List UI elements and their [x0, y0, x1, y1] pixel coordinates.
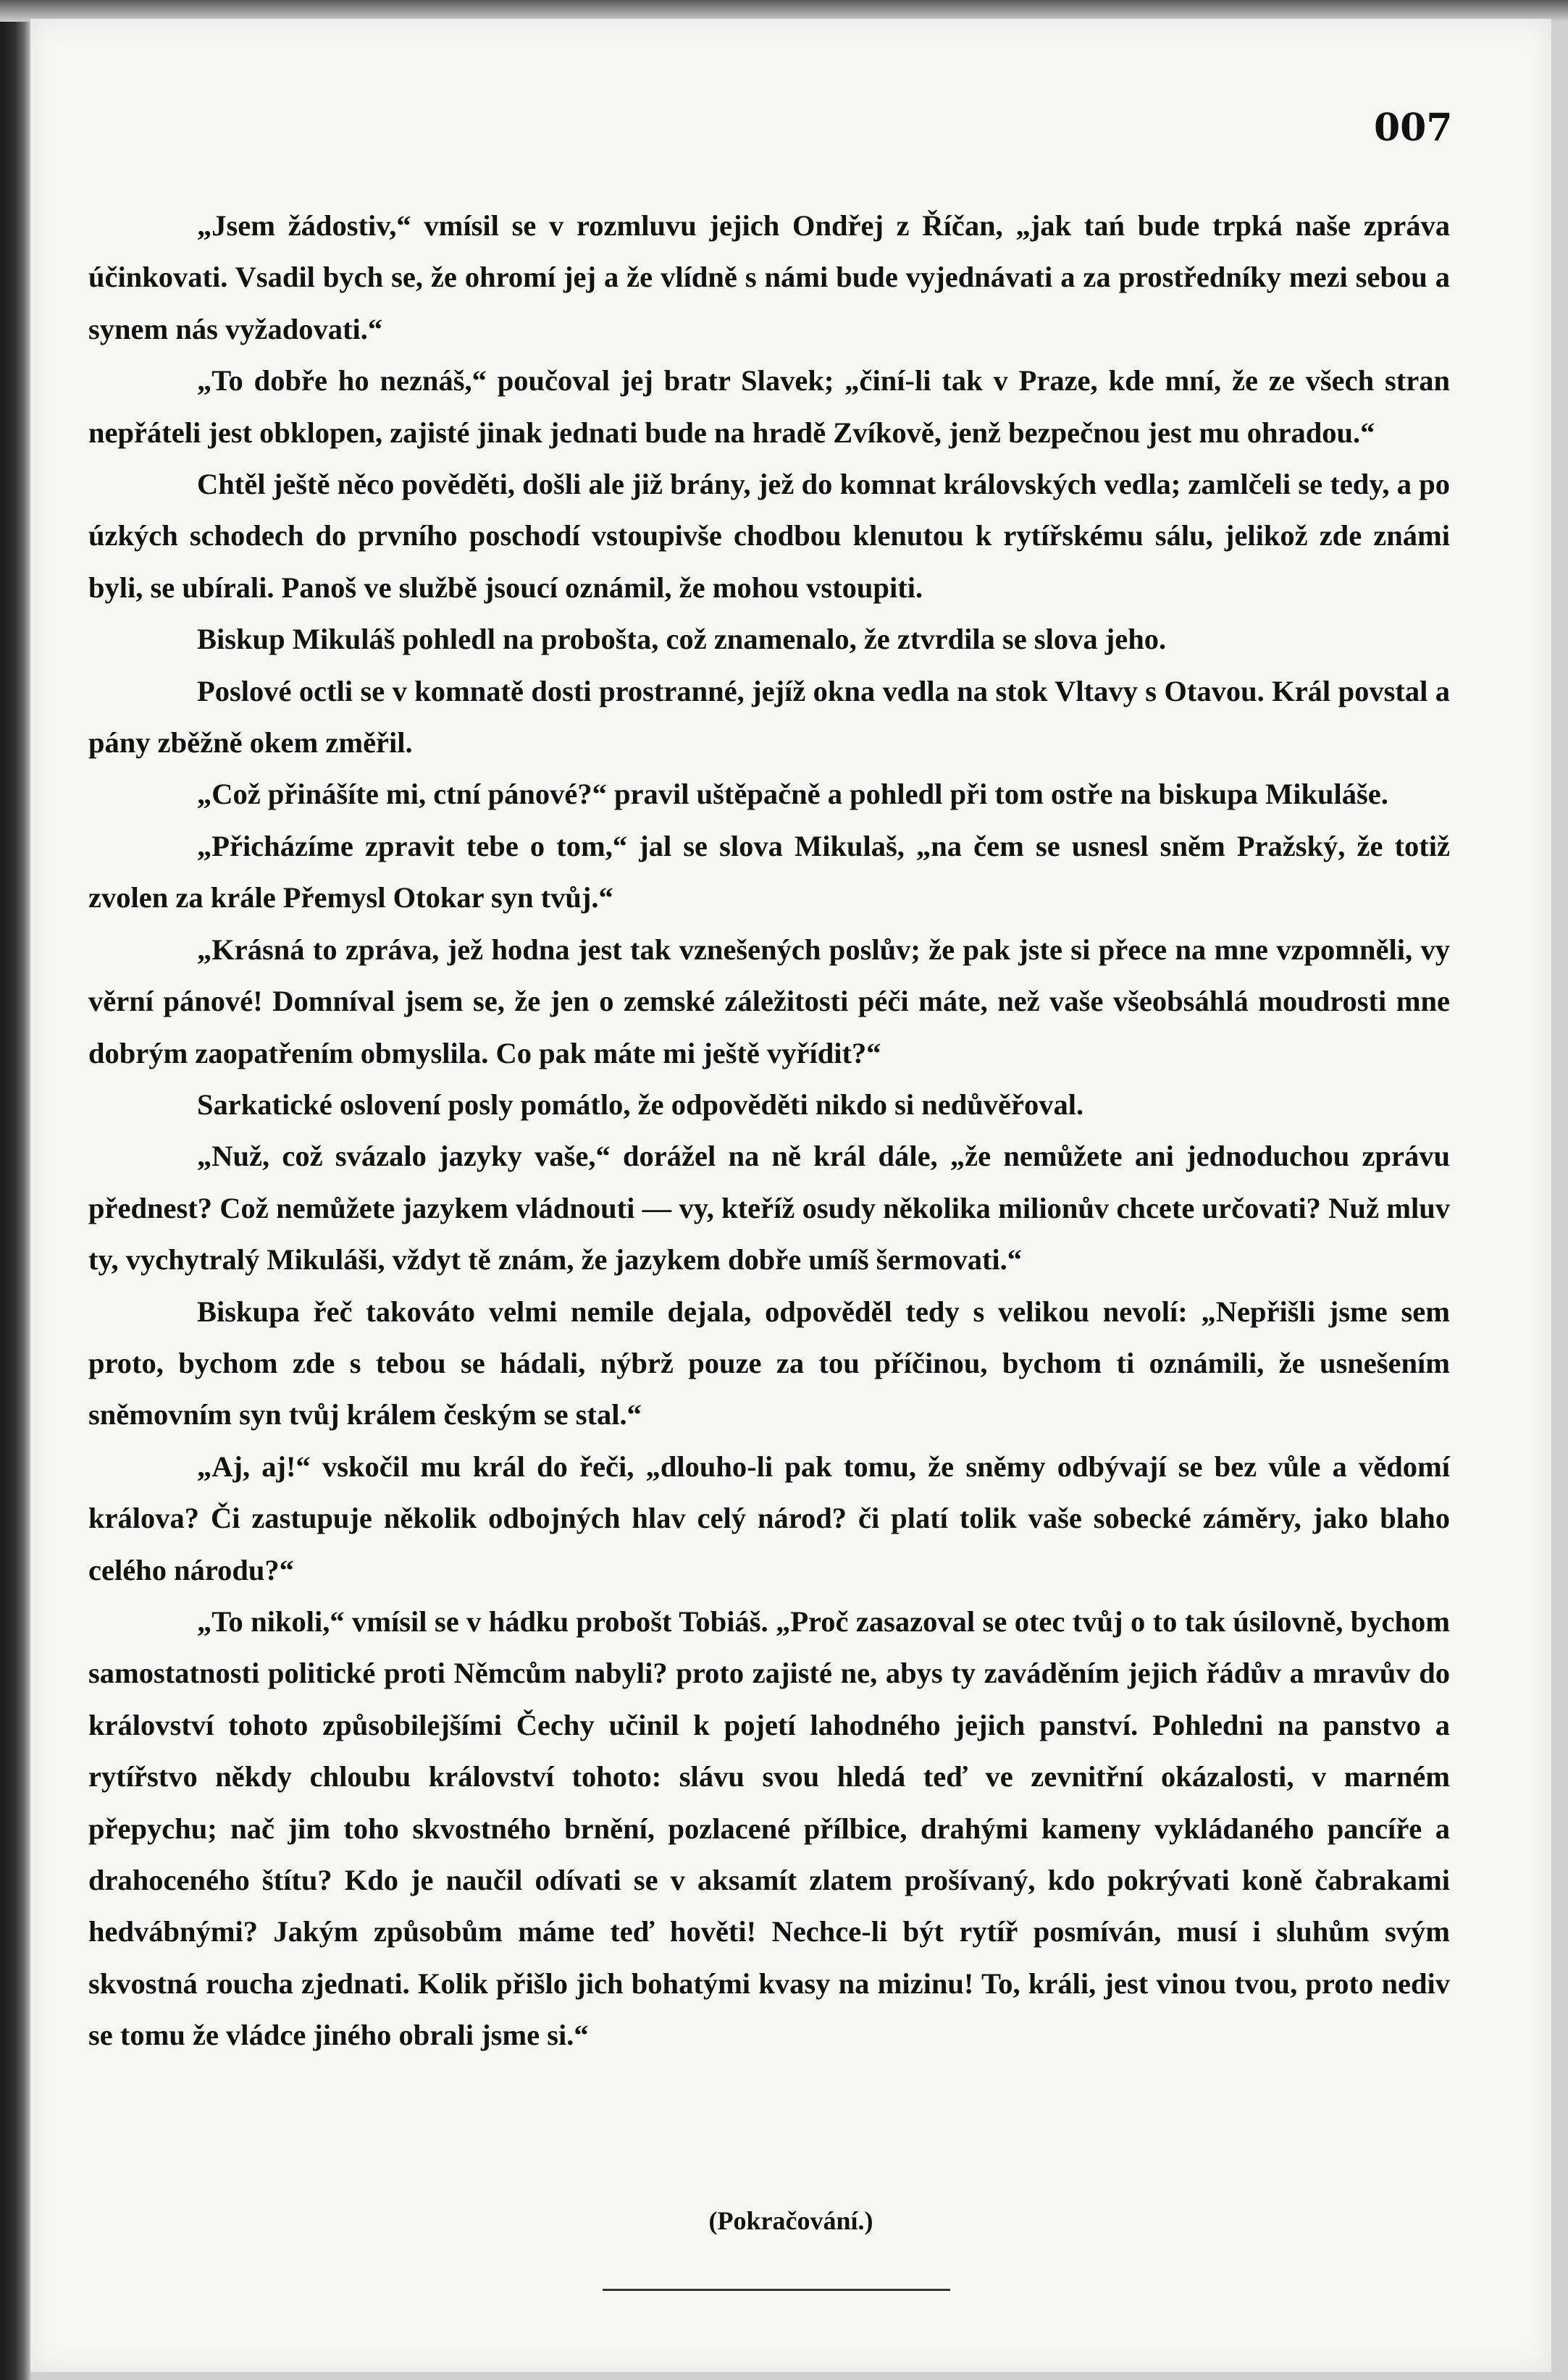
paragraph: Biskup Mikuláš pohledl na probošta, což znamenalo, že ztvrdila se slova jeho.	[197, 623, 1167, 656]
scan-edge-left	[0, 0, 30, 2380]
closing-rule	[603, 2289, 950, 2291]
paragraph: „Krásná to zpráva, jež hodna jest tak vznešených poslův; že pak jste si přece na mne vzpomněli, vy věrní pánové! Domníval jsem se, že jen o zemské záležitosti péči máte, než vaše všeobsáhlá moudrosti mne dobrým zaopatřením obmyslila. Co pak máte mi ještě vyřídit?“	[88, 933, 1450, 1069]
paragraph: „To dobře ho neznáš,“ poučoval jej bratr Slavek; „činí-li tak v Praze, kde mní, že ze všech stran nepřáteli jest obklopen, zajisté jinak jednati bude na hradě Zvíkově, jenž bezpečnou jest mu ohradou.“	[88, 364, 1450, 449]
paragraph: „Aj, aj!“ vskočil mu král do řeči, „dlouho-li pak tomu, že sněmy odbývají se bez vůle a vědomí králova? Či zastupuje několik odbojných hlav celý národ? či platí tolik vaše sobecké záměry, jako blaho celého národu?“	[88, 1450, 1450, 1586]
paragraph: „Nuž, což svázalo jazyky vaše,“ dorážel na ně král dále, „že nemůžete ani jednoduchou zprávu přednest? Což nemůžete jazykem vládnouti — vy, kteříž osudy několika milionův chcete určovati? Nuž mluv ty, vychytralý Mikuláši, vždyt tě znám, že jazykem dobře umíš šermovati.“	[88, 1140, 1450, 1277]
paragraph: Poslové octli se v komnatě dosti prostranné, jejíž okna vedla na stok Vltavy s Otavou. Král povstal a pány zběžně okem změřil.	[88, 674, 1450, 760]
paragraph: Biskupa řeč takováto velmi nemile dejala, odpověděl tedy s velikou nevolí: „Nepřišli jsme sem proto, bychom zde s tebou se hádali, nýbrž pouze za tou příčinou, bychom ti oznámili, že usnešením sněmovním syn tvůj králem českým se stal.“	[88, 1295, 1450, 1431]
body-text	[88, 200, 1450, 2061]
paragraph: „Což přinášíte mi, ctní pánové?“ pravil uštěpačně a pohledl při tom ostře na biskupa Mikuláše.	[197, 778, 1388, 811]
paragraph: „Jsem žádostiv,“ vmísil se v rozmluvu jejich Ondřej z Říčan, „jak tań bude trpká naše zpráva účinkovati. Vsadil bych se, že ohromí jej a že vlídně s námi bude vyjednávati a za prostředníky mezi sebou a synem nás vyžadovati.“	[88, 209, 1450, 345]
paragraph: „Přicházíme zpravit tebe o tom,“ jal se slova Mikulaš, „na čem se usnesl sněm Pražský, že totiž zvolen za krále Přemysl Otokar syn tvůj.“	[88, 829, 1450, 914]
book-page	[30, 19, 1551, 2372]
paragraph: Chtěl ještě něco pověděti, došli ale již brány, jež do komnat královských vedla; zamlčeli se tedy, a po úzkých schodech do prvního poschodí vstoupivše chodbou klenutou k rytířskému sálu, jelikož zde známi byli, se ubírali. Panoš ve službě jsoucí oznámil, že mohou vstoupiti.	[88, 468, 1450, 604]
paragraph: „To nikoli,“ vmísil se v hádku probošt Tobiáš. „Proč zasazoval se otec tvůj o to tak úsilovně, bychom samostatnosti politické proti Němcům nabyli? proto zajisté ne, abys ty zaváděním jejich řádův a mravův do království tohoto způsobilejšími Čechy učinil k pojetí lahodného jejich panství. Pohledni na panstvo a rytířstvo někdy chloubu království tohoto: slávu svou hledá teď ve zevnitřní okázalosti, v marném přepychu; nač jim toho skvostného brnění, pozlacené přílbice, drahými kameny vykládaného pancíře a drahoceného štítu? Kdo je naučil odívati se v aksamít zlatem prošívaný, kdo pokrývati koně čabrakami hedvábnými? Jakým způsobům máme teď hověti! Nechce-li být rytíř posmíván, musí i sluhům svým skvostná roucha zjednati. Kolik přišlo jich bohatými kvasy na mizinu! To, králi, jest vinou tvou, proto nediv se tomu že vládce jiného obrali jsme si.“	[88, 1605, 1450, 2052]
page-number: 007	[1374, 106, 1453, 150]
continued-label: (Pokračování.)	[708, 2206, 873, 2235]
paragraph: Sarkatické oslovení posly pomátlo, že odpověděti nikdo si nedůvěřoval.	[197, 1088, 1084, 1121]
